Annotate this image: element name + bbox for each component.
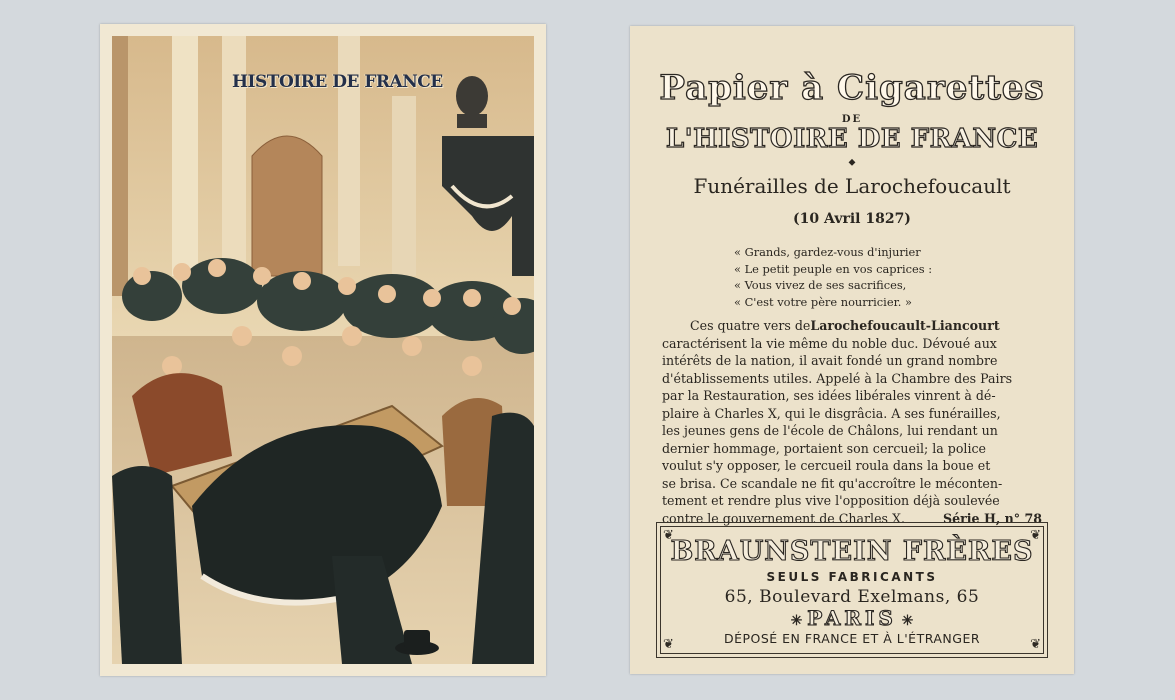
verse-line: « Vous vivez de ses sacrifices, (734, 278, 907, 292)
corner-ornament-icon: ❦ (663, 528, 674, 543)
history-paragraph (662, 317, 1042, 527)
paragraph-line: dernier hommage, portaient son cercueil; la police (662, 440, 986, 456)
church-door (252, 136, 322, 276)
verse-line: « C'est votre père nourricier. » (734, 294, 912, 309)
trade-card-front (100, 24, 546, 676)
corner-ornament-icon: ❦ (1030, 528, 1041, 543)
paragraph-line: caractérisent la vie même du noble duc. Dévoué aux (662, 335, 997, 351)
card-date: (10 Avril 1827) (793, 211, 911, 227)
paragraph-last-line: contre le gouvernement de Charles X. (662, 510, 905, 526)
brand-name: BRAUNSTEIN FRÈRES (670, 536, 1034, 567)
seuls-fabricants: SEULS FABRICANTS (766, 570, 938, 584)
depose-notice: DÉPOSÉ EN FRANCE ET À L'ÉTRANGER (723, 631, 981, 646)
paragraph-line: tement et rendre plus vive l'opposition déjà soulevée (662, 493, 1000, 508)
header-histoire-de-france: L'HISTOIRE DE FRANCE (665, 124, 1039, 154)
header-de: DE (841, 114, 863, 125)
paragraph-line: se brisa. Ce scandale ne fit qu'accroître le méconten- (662, 475, 1003, 491)
corner-ornament-icon: ❦ (663, 637, 674, 652)
column (338, 36, 360, 266)
column (112, 36, 128, 296)
corner-ornament-icon: ❦ (1030, 637, 1041, 652)
paragraph-line: d'établissements utiles. Appelé à la Chambre des Pairs (662, 370, 1013, 386)
header-papier-a-cigarettes: Papier à Cigarettes (659, 68, 1045, 108)
star-icon: ✳ (790, 613, 808, 629)
illustration-frame (112, 36, 534, 664)
address: 65, Boulevard Exelmans, 65 (724, 587, 980, 607)
figure-black-coat (112, 466, 182, 664)
city-line (630, 606, 1074, 630)
front-title: HISTOIRE DE FRANCE (232, 72, 443, 92)
ornament-icon: ⬥ (848, 157, 856, 168)
paragraph-line: intérêts de la nation, il avait fondé un grand nombre (662, 353, 998, 368)
paragraph-line: plaire à Charles X, qui le disgrâcia. A ses funérailles, (662, 405, 1001, 421)
card-subject: Funérailles de Larochefoucault (693, 174, 1011, 198)
verse-line: « Grands, gardez-vous d'injurier (734, 245, 921, 259)
column (172, 36, 198, 276)
paragraph-line: voulut s'y opposer, le cercueil roula dans la boue et (662, 458, 991, 473)
paragraph-line (662, 317, 1042, 335)
column (222, 36, 246, 266)
funeral-illustration (112, 36, 534, 664)
verse-line: « Le petit peuple en vos caprices : (734, 261, 933, 276)
trade-card-back (630, 26, 1074, 674)
city: PARIS (807, 606, 897, 630)
series-number: Série H, n° 78 (943, 510, 1042, 526)
column (392, 96, 416, 276)
star-icon: ✳ (896, 613, 914, 629)
paragraph-line: par la Restauration, ses idées libérales vinrent à dé- (662, 388, 996, 403)
bust (456, 76, 488, 116)
paragraph-line: les jeunes gens de l'école de Châlons, lui rendant un (662, 423, 998, 438)
verse-block (734, 244, 932, 310)
duke-name: Larochefoucault-Liancourt (810, 318, 1000, 333)
paragraph-lead: Ces quatre vers de (690, 318, 811, 333)
